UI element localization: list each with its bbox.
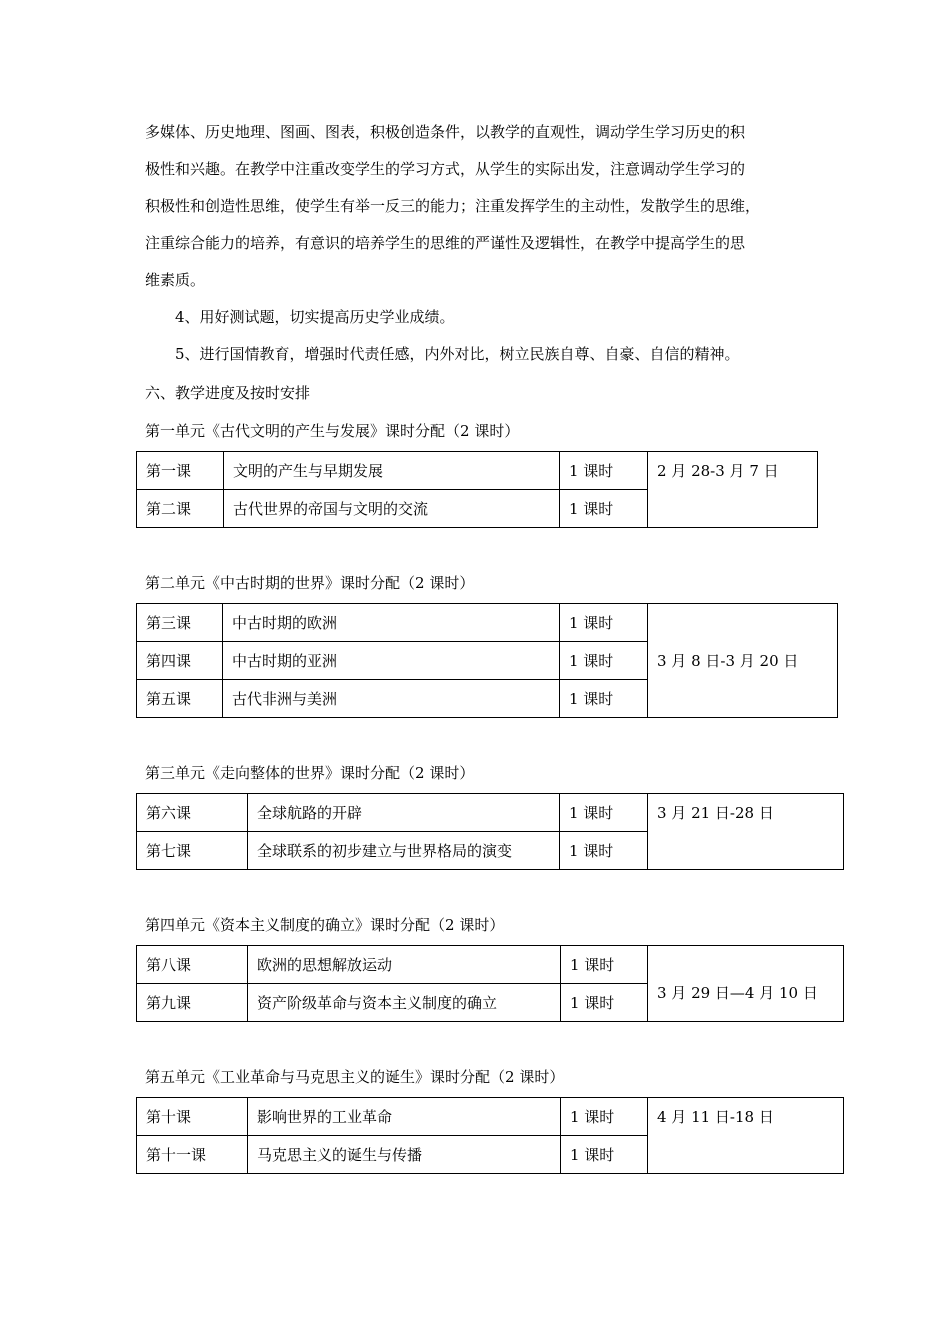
unit-table-3 [136,793,844,870]
lesson-number: 第三课 [137,604,223,642]
lesson-hours: 1 课时 [561,984,648,1022]
table-row [137,794,844,832]
table-row [137,452,818,490]
lesson-hours: 1 课时 [561,1136,648,1174]
lesson-name: 全球联系的初步建立与世界格局的演变 [248,832,560,870]
lesson-name: 全球航路的开辟 [248,794,560,832]
lesson-name: 欧洲的思想解放运动 [248,946,561,984]
section-heading: 六、教学进度及按时安排 [145,384,311,402]
unit-title-3: 第三单元《走向整体的世界》课时分配（2 课时） [145,764,475,782]
lesson-name: 古代非洲与美洲 [223,680,560,718]
table-row [137,1098,844,1136]
intro-line-3: 积极性和创造性思维，使学生有举一反三的能力；注重发挥学生的主动性，发散学生的思维， [145,197,761,215]
lesson-number: 第一课 [137,452,224,490]
lesson-name: 马克思主义的诞生与传播 [248,1136,561,1174]
unit-table-2 [136,603,838,718]
intro-line-2: 极性和兴趣。在教学中注重改变学生的学习方式，从学生的实际出发，注意调动学生学习的 [145,160,746,178]
unit-title-5: 第五单元《工业革命与马克思主义的诞生》课时分配（2 课时） [145,1068,565,1086]
lesson-hours: 1 课时 [560,794,648,832]
lesson-number: 第五课 [137,680,223,718]
lesson-number: 第二课 [137,490,224,528]
lesson-number: 第四课 [137,642,223,680]
lesson-hours: 1 课时 [560,604,648,642]
lesson-hours: 1 课时 [560,832,648,870]
lesson-number: 第六课 [137,794,248,832]
unit-title-1: 第一单元《古代文明的产生与发展》课时分配（2 课时） [145,422,520,440]
lesson-hours: 1 课时 [560,452,648,490]
lesson-name: 古代世界的帝国与文明的交流 [224,490,560,528]
intro-line-5: 维素质。 [145,271,206,289]
lesson-name: 中古时期的亚洲 [223,642,560,680]
lesson-hours: 1 课时 [561,946,648,984]
table-row [137,946,844,984]
unit-date: 3 月 29 日—4 月 10 日 [648,946,844,1022]
lesson-hours: 1 课时 [560,642,648,680]
lesson-number: 第七课 [137,832,248,870]
unit-date: 2 月 28-3 月 7 日 [648,452,818,528]
unit-date: 3 月 21 日-28 日 [648,794,844,870]
lesson-number: 第十课 [137,1098,248,1136]
lesson-hours: 1 课时 [561,1098,648,1136]
lesson-name: 影响世界的工业革命 [248,1098,561,1136]
unit-table-5 [136,1097,844,1174]
unit-date: 3 月 8 日-3 月 20 日 [648,604,838,718]
item-5: 5、进行国情教育，增强时代责任感，内外对比，树立民族自尊、自豪、自信的精神。 [175,345,740,363]
lesson-hours: 1 课时 [560,490,648,528]
unit-date: 4 月 11 日-18 日 [648,1098,844,1174]
lesson-name: 文明的产生与早期发展 [224,452,560,490]
unit-title-4: 第四单元《资本主义制度的确立》课时分配（2 课时） [145,916,505,934]
lesson-number: 第十一课 [137,1136,248,1174]
lesson-number: 第八课 [137,946,248,984]
lesson-name: 资产阶级革命与资本主义制度的确立 [248,984,561,1022]
item-4: 4、用好测试题，切实提高历史学业成绩。 [175,308,455,326]
lesson-name: 中古时期的欧洲 [223,604,560,642]
intro-line-1: 多媒体、历史地理、图画、图表，积极创造条件，以教学的直观性，调动学生学习历史的积 [145,123,746,141]
intro-line-4: 注重综合能力的培养，有意识的培养学生的思维的严谨性及逻辑性，在教学中提高学生的思 [145,234,746,252]
lesson-hours: 1 课时 [560,680,648,718]
unit-title-2: 第二单元《中古时期的世界》课时分配（2 课时） [145,574,475,592]
table-row [137,604,838,642]
unit-table-4 [136,945,844,1022]
lesson-number: 第九课 [137,984,248,1022]
unit-table-1 [136,451,818,528]
